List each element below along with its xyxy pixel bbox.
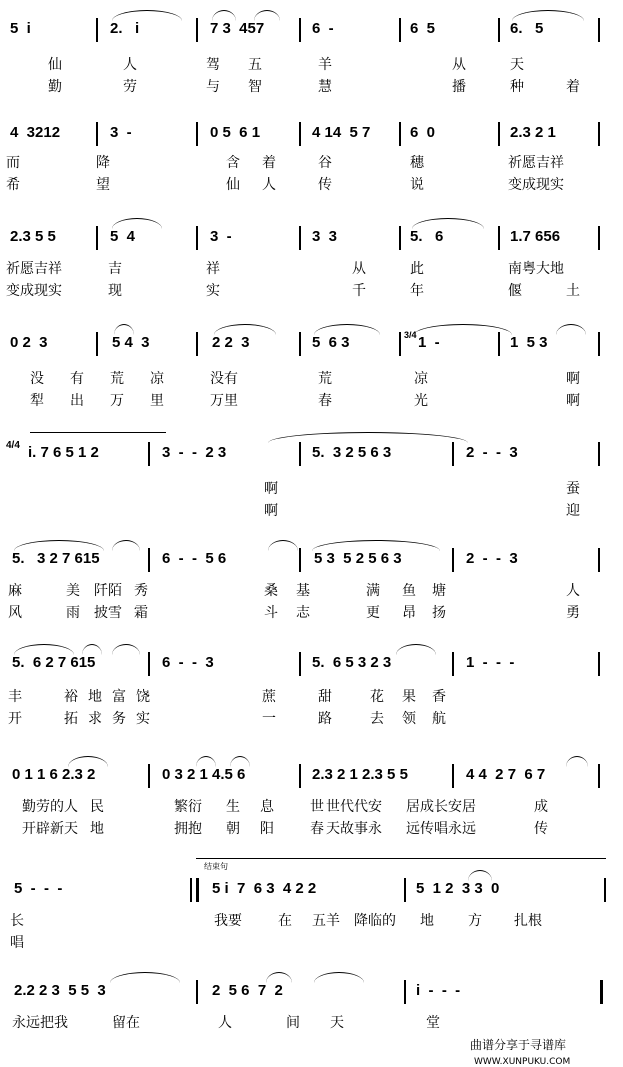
tie-slur: [110, 972, 180, 983]
lyric-word: 扬: [432, 605, 446, 621]
measure: 2 - - 3: [466, 550, 518, 567]
barline: [96, 18, 98, 42]
lyric-word: 现: [108, 283, 122, 299]
measure: 7 3 457: [210, 20, 265, 37]
measure: 2.2 2 3 5 5 3: [14, 982, 106, 999]
lyric-word: 土: [566, 283, 580, 299]
lyric-word: 留在: [112, 1015, 140, 1031]
lyric-word: 没有: [210, 371, 238, 387]
lyric-word: 说: [410, 177, 424, 193]
lyric-word: 谷: [318, 155, 332, 171]
lyric-line-1: [0, 796, 623, 818]
barline: [399, 122, 401, 146]
lyric-line-1: [0, 152, 623, 174]
lyric-word: 啊: [264, 503, 278, 519]
lyric-word: 穗: [410, 155, 424, 171]
barline: [598, 226, 600, 250]
tie-slur: [114, 324, 134, 335]
lyric-word: 人: [218, 1015, 232, 1031]
barline: [148, 652, 150, 676]
measure: 1.7 656: [510, 228, 561, 245]
tie-slur: [314, 324, 380, 335]
lyric-word: 蔗: [262, 689, 276, 705]
lyric-word: 含: [226, 155, 240, 171]
lyric-word: 领: [402, 711, 416, 727]
barline: [452, 764, 454, 788]
lyric-word: 居成长安居: [406, 799, 476, 815]
lyric-line-2: [0, 76, 623, 98]
lyric-word: 犁: [30, 393, 44, 409]
lyric-word: 从: [452, 57, 466, 73]
barline: [299, 122, 301, 146]
lyric-word: 民: [90, 799, 104, 815]
measure: 5. 6: [410, 228, 444, 245]
lyric-word: 开: [8, 711, 22, 727]
barline: [452, 548, 454, 572]
measure: 2 - - 3: [466, 444, 518, 461]
lyric-word: 天: [330, 1015, 344, 1031]
barline: [399, 18, 401, 42]
tie-slur: [556, 324, 586, 335]
lyric-word: 唱: [10, 935, 24, 951]
measure: 5. 3 2 7 615: [12, 550, 100, 567]
repeat-barline: [196, 878, 199, 902]
tie-slur: [112, 10, 182, 21]
measure: 3 -: [210, 228, 232, 245]
lyric-word: 桑: [264, 583, 278, 599]
barline: [498, 226, 500, 250]
lyric-word: 祈愿吉祥: [508, 155, 564, 171]
lyric-word: 与: [206, 79, 220, 95]
tie-slur: [268, 540, 298, 551]
lyric-word: 拥抱: [174, 821, 202, 837]
tie-slur: [214, 324, 276, 335]
lyric-word: 凉: [150, 371, 164, 387]
measure: 0 5 6 1: [210, 124, 261, 141]
time-signature: 3/4: [404, 330, 417, 340]
lyric-line-2: [0, 602, 623, 624]
lyric-word: 秀: [134, 583, 148, 599]
lyric-line-2: [0, 708, 623, 730]
lyric-word: 基: [296, 583, 310, 599]
barline: [148, 442, 150, 466]
tie-slur: [230, 756, 250, 767]
measure: 2. i: [110, 20, 140, 37]
lyric-word: 从: [352, 261, 366, 277]
lyric-word: 更: [366, 605, 380, 621]
tie-slur: [112, 540, 140, 551]
tie-slur: [312, 540, 440, 551]
lyric-word: 饶: [136, 689, 150, 705]
lyric-word: 远传唱永远: [406, 821, 476, 837]
measure: 4 3212: [10, 124, 61, 141]
final-barline: [600, 980, 603, 1004]
lyric-word: 人: [566, 583, 580, 599]
barline: [148, 764, 150, 788]
barline: [96, 226, 98, 250]
lyric-line-1: [0, 1012, 623, 1034]
lyric-word: 蚕: [566, 481, 580, 497]
measure: 4 14 5 7: [312, 124, 371, 141]
measure: 2.3 2 1 2.3 5 5: [312, 766, 408, 783]
lyric-word: 人: [262, 177, 276, 193]
lyric-word: 裕: [64, 689, 78, 705]
barline: [196, 122, 198, 146]
barline: [498, 332, 500, 356]
measure: i. 7 6 5 1 2: [28, 444, 99, 461]
tie-slur: [82, 644, 102, 655]
tie-slur: [212, 10, 236, 21]
tie-slur: [112, 218, 162, 229]
measure: 5. 6 5 3 2 3: [312, 654, 392, 671]
lyric-word: 息: [260, 799, 274, 815]
lyric-word: 仙: [48, 57, 62, 73]
barline: [196, 332, 198, 356]
measure: 5 - - -: [14, 880, 63, 897]
lyric-word: 地: [420, 913, 434, 929]
lyric-word: 播: [452, 79, 466, 95]
lyric-word: 在: [278, 913, 292, 929]
barline: [598, 652, 600, 676]
barline: [598, 442, 600, 466]
lyric-word: 劳: [123, 79, 137, 95]
lyric-word: 驾: [206, 57, 220, 73]
measure: 5. 3 2 5 6 3: [312, 444, 392, 461]
lyric-word: 繁衍: [174, 799, 202, 815]
barline: [598, 332, 600, 356]
notation-row: [0, 120, 623, 146]
measure: 6 - - 3: [162, 654, 214, 671]
measure: 0 2 3: [10, 334, 48, 351]
lyric-line-2: [0, 500, 623, 522]
lyric-word: 勇: [566, 605, 580, 621]
measure: 6. 5: [510, 20, 544, 37]
measure: 2 2 3: [212, 334, 250, 351]
lyric-word: 春: [318, 393, 332, 409]
notation-row: [0, 876, 623, 902]
barline: [196, 980, 198, 1004]
lyric-word: 富: [112, 689, 126, 705]
measure: 1 - - -: [466, 654, 515, 671]
notation-row: [0, 650, 623, 676]
lyric-word: 南粤大地: [508, 261, 564, 277]
lyric-word: 啊: [264, 481, 278, 497]
lyric-line-2: [0, 932, 623, 954]
measure: i - - -: [416, 982, 461, 999]
lyric-word: 传: [534, 821, 548, 837]
lyric-word: 满: [366, 583, 380, 599]
lyric-word: 迎: [566, 503, 580, 519]
measure: 5 6 3: [312, 334, 350, 351]
lyric-word: 风: [8, 605, 22, 621]
lyric-word: 实: [136, 711, 150, 727]
lyric-word: 千: [352, 283, 366, 299]
lyric-line-2: [0, 818, 623, 840]
lyric-word: 希: [6, 177, 20, 193]
notation-row: [0, 440, 623, 466]
lyric-word: 我要: [214, 913, 242, 929]
lyric-word: 变成现实: [508, 177, 564, 193]
measure: 5 i 7 6 3 4 2 2: [212, 880, 317, 897]
lyric-word: 昂: [402, 605, 416, 621]
lyric-word: 阡陌: [94, 583, 122, 599]
measure: 5 4: [110, 228, 136, 245]
lyric-word: 没: [30, 371, 44, 387]
tie-slur: [14, 540, 104, 551]
barline: [604, 878, 606, 902]
lyric-word: 荒: [318, 371, 332, 387]
lyric-word: 羊: [318, 57, 332, 73]
watermark-title: 曲谱分享于寻谱库: [470, 1038, 567, 1052]
lyric-word: 变成现实: [6, 283, 62, 299]
barline: [404, 980, 406, 1004]
lyric-word: 光: [414, 393, 428, 409]
barline: [196, 226, 198, 250]
measure: 4 4 2 7 6 7: [466, 766, 546, 783]
barline: [452, 652, 454, 676]
lyric-line-1: [0, 686, 623, 708]
barline: [299, 442, 301, 466]
lyric-word: 有: [70, 371, 84, 387]
lyric-word: 长: [10, 913, 24, 929]
lyric-word: 荒: [110, 371, 124, 387]
tie-slur: [14, 644, 74, 655]
tie-slur: [566, 756, 588, 767]
lyric-word: 传: [318, 177, 332, 193]
lyric-word: 天故事永: [326, 821, 382, 837]
lyric-word: 雨: [66, 605, 80, 621]
watermark-url: WWW.XUNPUKU.COM: [474, 1057, 571, 1067]
lyric-word: 果: [402, 689, 416, 705]
lyric-line-1: [0, 478, 623, 500]
lyric-word: 偃: [508, 283, 522, 299]
lyric-word: 地: [88, 689, 102, 705]
lyric-word: 鱼: [402, 583, 416, 599]
lyric-line-2: [0, 174, 623, 196]
lyric-word: 去: [370, 711, 384, 727]
lyric-word: 凉: [414, 371, 428, 387]
barline: [299, 652, 301, 676]
notation-row: [0, 16, 623, 42]
measure: 6 5: [410, 20, 436, 37]
ending-label: 结束句: [204, 862, 228, 871]
notation-row: [0, 978, 623, 1004]
barline: [299, 548, 301, 572]
lyric-word: 方: [468, 913, 482, 929]
tie-slur: [268, 432, 468, 443]
tie-slur: [396, 644, 436, 655]
lyric-word: 年: [410, 283, 424, 299]
lyric-word: 朝: [226, 821, 240, 837]
tie-slur: [68, 756, 108, 767]
lyric-word: 祥: [206, 261, 220, 277]
lyric-word: 塘: [432, 583, 446, 599]
lyric-word: 务: [112, 711, 126, 727]
tie-slur: [512, 10, 584, 21]
lyric-word: 祈愿吉祥: [6, 261, 62, 277]
barline: [598, 122, 600, 146]
lyric-word: 志: [296, 605, 310, 621]
time-signature: 4/4: [6, 440, 20, 451]
lyric-word: 里: [150, 393, 164, 409]
lyric-word: 万: [110, 393, 124, 409]
lyric-word: 美: [66, 583, 80, 599]
lyric-word: 春: [310, 821, 324, 837]
barline: [196, 18, 198, 42]
measure: 6 0: [410, 124, 436, 141]
lyric-line-2: [0, 280, 623, 302]
lyric-word: 勤: [48, 79, 62, 95]
lyric-word: 人: [123, 57, 137, 73]
lyric-word: 世: [310, 799, 324, 815]
tie-slur: [196, 756, 216, 767]
lyric-word: 霜: [134, 605, 148, 621]
lyric-word: 丰: [8, 689, 22, 705]
lyric-word: 着: [566, 79, 580, 95]
lyric-word: 出: [70, 393, 84, 409]
barline: [399, 226, 401, 250]
measure: 3 - - 2 3: [162, 444, 227, 461]
notation-row: [0, 224, 623, 250]
measure: 3 3: [312, 228, 338, 245]
measure: 1 5 3: [510, 334, 548, 351]
lyric-word: 着: [262, 155, 276, 171]
barline: [598, 764, 600, 788]
lyric-word: 万里: [210, 393, 238, 409]
measure: 2 5 6 7 2: [212, 982, 283, 999]
lyric-word: 永远把我: [12, 1015, 68, 1031]
tie-slur: [414, 324, 512, 335]
barline: [498, 122, 500, 146]
measure: 2.3 5 5: [10, 228, 56, 245]
lyric-word: 路: [318, 711, 332, 727]
measure: 5 3 5 2 5 6 3: [314, 550, 402, 567]
tie-slur: [112, 644, 140, 655]
barline: [299, 18, 301, 42]
lyric-word: 间: [286, 1015, 300, 1031]
lyric-word: 斗: [264, 605, 278, 621]
lyric-word: 阳: [260, 821, 274, 837]
lyric-word: 花: [370, 689, 384, 705]
barline: [299, 764, 301, 788]
lyric-word: 航: [432, 711, 446, 727]
measure: 5 4 3: [112, 334, 150, 351]
notation-row: [0, 330, 623, 356]
lyric-word: 吉: [108, 261, 122, 277]
lyric-word: 麻: [8, 583, 22, 599]
lyric-word: 望: [96, 177, 110, 193]
lyric-word: 实: [206, 283, 220, 299]
tie-slur: [254, 10, 280, 21]
measure: 5 i: [10, 20, 31, 37]
lyric-word: 世代代安: [326, 799, 382, 815]
lyric-word: 成: [534, 799, 548, 815]
barline: [299, 332, 301, 356]
lyric-word: 勤劳的人: [22, 799, 78, 815]
measure: 6 -: [312, 20, 334, 37]
lyric-word: 五: [248, 57, 262, 73]
barline: [299, 226, 301, 250]
barline: [96, 332, 98, 356]
lyric-line-1: [0, 368, 623, 390]
measure: 2.3 2 1: [510, 124, 556, 141]
measure: 1 -: [418, 334, 440, 351]
tie-slur: [468, 870, 492, 881]
lyric-line-1: [0, 580, 623, 602]
watermark: [470, 1036, 570, 1067]
lyric-word: 啊: [566, 371, 580, 387]
barline: [190, 878, 192, 902]
lyric-line-1: [0, 54, 623, 76]
measure: 5 1 2 3 3 0: [416, 880, 500, 897]
lyric-line-1: [0, 258, 623, 280]
barline: [498, 18, 500, 42]
lyric-word: 慧: [318, 79, 332, 95]
barline: [598, 548, 600, 572]
lyric-word: 生: [226, 799, 240, 815]
measure: 3 -: [110, 124, 132, 141]
lyric-word: 扎根: [514, 913, 542, 929]
lyric-word: 降: [96, 155, 110, 171]
lyric-word: 一: [262, 711, 276, 727]
measure: 0 3 2 1 4.5 6: [162, 766, 246, 783]
tie-slur: [314, 972, 364, 983]
lyric-line-2: [0, 390, 623, 412]
lyric-word: 而: [6, 155, 20, 171]
tie-slur: [412, 218, 484, 229]
lyric-word: 啊: [566, 393, 580, 409]
barline: [148, 548, 150, 572]
ending-bracket: [196, 858, 606, 859]
lyric-word: 仙: [226, 177, 240, 193]
lyric-word: 堂: [426, 1015, 440, 1031]
measure: 6 - - 5 6: [162, 550, 227, 567]
lyric-word: 披雪: [94, 605, 122, 621]
lyric-word: 此: [410, 261, 424, 277]
barline: [452, 442, 454, 466]
barline: [598, 18, 600, 42]
lyric-line-1: [0, 910, 623, 932]
lyric-word: 种: [510, 79, 524, 95]
lyric-word: 智: [248, 79, 262, 95]
lyric-word: 求: [88, 711, 102, 727]
notation-row: [0, 546, 623, 572]
lyric-word: 五羊: [312, 913, 340, 929]
measure: 0 1 1 6 2.3 2: [12, 766, 96, 783]
lyric-word: 甜: [318, 689, 332, 705]
notation-row: [0, 762, 623, 788]
lyric-word: 降临的: [354, 913, 396, 929]
barline: [96, 122, 98, 146]
lyric-word: 香: [432, 689, 446, 705]
tie-slur: [30, 432, 166, 443]
barline: [404, 878, 406, 902]
lyric-word: 开辟新天: [22, 821, 78, 837]
lyric-word: 地: [90, 821, 104, 837]
lyric-word: 天: [510, 57, 524, 73]
barline: [399, 332, 401, 356]
tie-slur: [266, 972, 292, 983]
measure: 5. 6 2 7 615: [12, 654, 96, 671]
lyric-word: 拓: [64, 711, 78, 727]
